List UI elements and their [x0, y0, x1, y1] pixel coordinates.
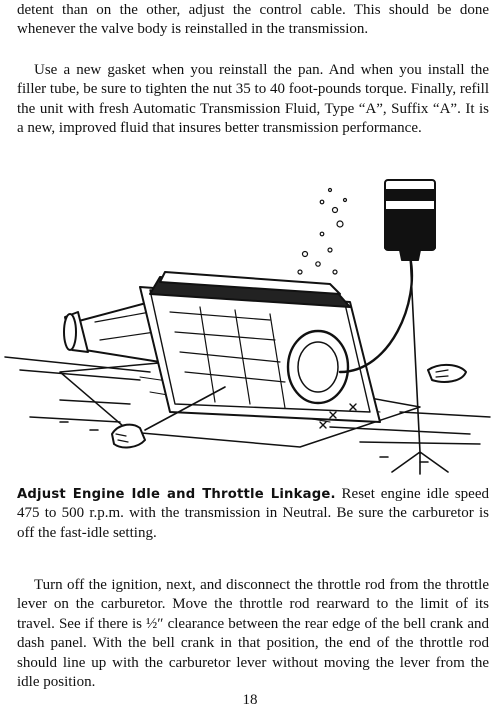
section-heading-idle-linkage: Adjust Engine Idle and Throttle Linkage.	[17, 487, 336, 502]
paragraph-gasket-refill: Use a new gasket when you reinstall the pan. And when you install the filler tube, be sure to tighten the nut 35 to 40 foot-pounds torque. Finally, refill the unit with fresh Automatic Transmission Fluid, Type “A”, Suffix “A”. It is a new, improved fluid that insures better transmission performance.	[17, 62, 489, 137]
paragraph-engine-idle	[17, 485, 489, 543]
paragraph-engine-idle-body: Reset engine idle speed 475 to 500 r.p.m. with the transmission in Neutral. Be sure the carburetor is off the fast-idle setting.	[17, 486, 489, 541]
transmission-case	[140, 272, 380, 428]
bubbles	[298, 189, 347, 275]
paragraph-throttle-rod: Turn off the ignition, next, and disconnect the throttle rod from the throttle lever on the carburetor. Move the throttle rod rearward to the limit of its travel. See if there is ½″ clearance between the rear edge of the bell crank and dash panel. With the bell crank in that position, the end of the throttle rod should line up with the carburetor lever without moving the lever from the idle position.	[17, 577, 489, 691]
transmission-refill-illustration	[0, 172, 500, 477]
page-number: 18	[242, 692, 258, 708]
paragraph-control-cable: detent than on the other, adjust the control cable. This should be done whenever the valve body is reinstalled in the transmission.	[17, 2, 489, 38]
fluid-can	[385, 180, 435, 260]
fluid-can-stand	[392, 252, 448, 474]
right-hand	[428, 365, 466, 382]
